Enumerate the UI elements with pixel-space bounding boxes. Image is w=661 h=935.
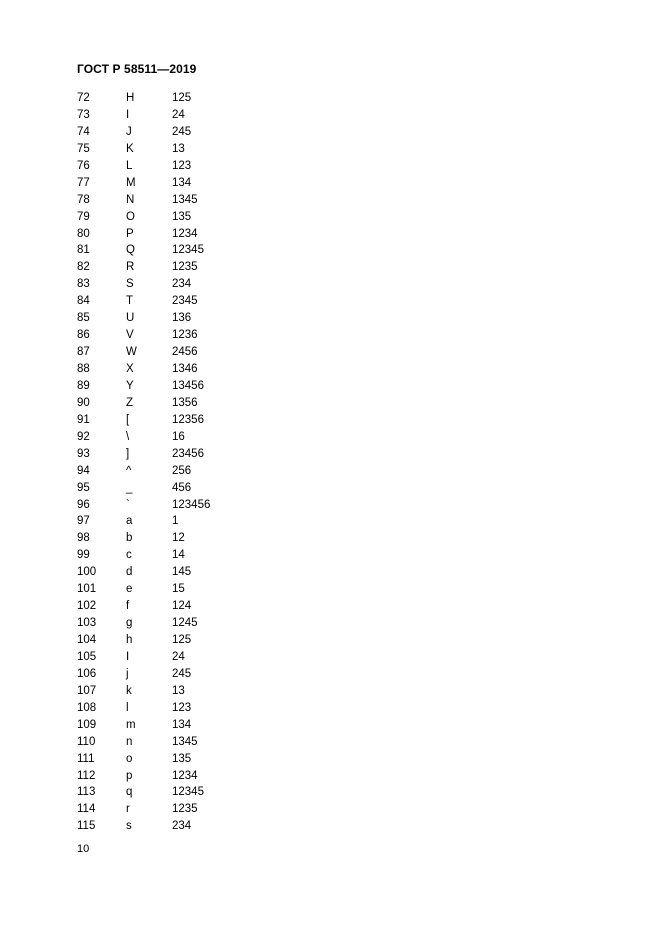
char-code-cell: 76 [77,159,90,172]
character-cell: g [126,617,133,630]
character-cell: O [126,210,135,223]
braille-dots-cell: 12345 [172,786,204,799]
braille-dots-cell: 1 [172,515,179,528]
char-code-cell: 108 [77,701,97,714]
char-code-cell: 81 [77,244,90,257]
char-code-cell: 84 [77,295,90,308]
char-code-cell: 90 [77,396,90,409]
braille-dots-cell: 1234 [172,227,198,240]
character-cell: I [126,650,130,663]
character-cell: ` [126,498,130,511]
char-code-cell: 77 [77,176,90,189]
braille-dots-cell: 12345 [172,244,204,257]
char-code-cell: 112 [77,769,96,782]
char-code-cell: 74 [77,125,90,138]
char-code-cell: 82 [77,261,90,274]
braille-dots-cell: 13 [172,142,185,155]
braille-dots-cell: 256 [172,464,192,477]
braille-dots-cell: 1236 [172,329,198,342]
braille-dots-cell: 1356 [172,396,198,409]
char-code-cell: 111 [77,752,95,765]
braille-dots-cell: 13456 [172,379,204,392]
char-code-cell: 92 [77,430,90,443]
braille-dots-cell: 135 [172,210,192,223]
character-cell: q [126,786,133,799]
char-code-cell: 110 [77,735,96,748]
braille-dots-cell: 456 [172,481,192,494]
character-cell: e [126,583,133,596]
char-code-cell: 98 [77,532,90,545]
braille-dots-cell: 15 [172,583,185,596]
character-cell: _ [126,481,133,494]
braille-dots-cell: 125 [172,92,192,104]
braille-dots-cell: 14 [172,549,185,562]
character-cell: p [126,769,133,782]
character-cell: M [126,176,136,189]
char-code-cell: 109 [77,718,97,731]
character-cell: T [126,295,134,308]
character-cell: Y [126,379,134,392]
braille-dots-cell: 245 [172,667,192,680]
char-code-cell: 106 [77,667,97,680]
braille-dots-cell: 1235 [172,803,198,816]
character-cell: j [126,667,129,680]
char-code-cell: 100 [77,566,97,579]
character-cell: s [126,820,132,833]
char-code-cell: 78 [77,193,90,206]
char-code-cell: 87 [77,346,90,359]
char-code-cell: 89 [77,379,90,392]
character-cell: X [126,363,134,375]
braille-dots-cell: 134 [172,718,192,731]
braille-dots-cell: 1234 [172,769,198,782]
character-cell: \ [126,430,130,443]
document-header: ГОСТ Р 58511—2019 [77,62,197,76]
braille-dots-cell: 123 [172,159,192,172]
character-cell: P [126,227,134,240]
char-code-cell: 103 [77,617,97,630]
character-cell: V [126,329,134,342]
char-code-cell: 85 [77,312,90,325]
braille-dots-cell: 123 [172,701,192,714]
char-code-cell: 97 [77,515,90,528]
character-cell: f [126,600,130,613]
char-code-cell: 80 [77,227,90,240]
braille-dots-cell: 1346 [172,363,198,375]
character-cell: L [126,159,133,172]
braille-dots-cell: 16 [172,430,185,443]
character-cell: J [126,125,132,138]
braille-dots-cell: 12 [172,532,185,545]
braille-dots-cell: 245 [172,125,192,138]
char-code-cell: 83 [77,278,90,291]
char-code-cell: 94 [77,464,90,477]
char-code-cell: 73 [77,108,90,121]
character-cell: c [126,549,132,562]
braille-dots-cell: 2345 [172,295,198,308]
character-cell: R [126,261,135,274]
braille-dots-cell: 135 [172,752,192,765]
char-code-cell: 91 [77,413,90,426]
char-code-cell: 96 [77,498,90,511]
character-cell: r [126,803,130,816]
braille-dots-cell: 234 [172,278,192,291]
character-cell: [ [126,413,130,426]
character-cell: N [126,193,135,206]
character-cell: W [126,346,137,359]
braille-dots-cell: 123456 [172,498,211,511]
char-code-cell: 113 [77,786,96,799]
char-code-cell: 107 [77,684,97,697]
char-code-cell: 99 [77,549,90,562]
char-code-cell: 75 [77,142,90,155]
braille-dots-cell: 124 [172,600,192,613]
braille-dots-cell: 1345 [172,735,198,748]
page-number: 10 [77,843,90,855]
braille-dots-cell: 23456 [172,447,204,460]
character-cell: m [126,718,136,731]
braille-dots-cell: 2456 [172,346,198,359]
braille-dots-cell: 145 [172,566,192,579]
char-code-cell: 86 [77,329,90,342]
character-cell: Q [126,244,135,257]
char-code-cell: 102 [77,600,97,613]
char-code-cell: 95 [77,481,90,494]
character-cell: ^ [126,464,132,477]
char-code-cell: 72 [77,92,90,104]
character-cell: k [126,684,132,697]
char-code-cell: 104 [77,634,97,646]
char-code-cell: 114 [77,803,96,816]
braille-dots-cell: 136 [172,312,192,325]
char-code-cell: 79 [77,210,90,223]
char-code-cell: 101 [77,583,97,596]
character-cell: H [126,92,135,104]
char-code-cell: 93 [77,447,90,460]
braille-dots-cell: 125 [172,634,192,646]
braille-dots-cell: 134 [172,176,192,189]
braille-dots-cell: 234 [172,820,192,833]
braille-dots-cell: 1345 [172,193,198,206]
character-cell: b [126,532,133,545]
character-cell: o [126,752,133,765]
character-cell: K [126,142,134,155]
character-cell: Z [126,396,134,409]
character-cell: U [126,312,135,325]
character-cell: ] [126,447,130,460]
char-code-cell: 115 [77,820,96,833]
char-code-cell: 105 [77,650,97,663]
braille-dots-cell: 1245 [172,617,198,630]
character-cell: h [126,634,133,646]
braille-dots-cell: 13 [172,684,185,697]
character-cell: n [126,735,133,748]
char-code-cell: 88 [77,363,90,375]
braille-dots-cell: 12356 [172,413,204,426]
character-cell: S [126,278,134,291]
character-cell: l [126,701,129,714]
character-cell: I [126,108,130,121]
character-cell: d [126,566,133,579]
braille-dots-cell: 24 [172,108,185,121]
character-cell: a [126,515,133,528]
braille-dots-cell: 1235 [172,261,198,274]
braille-dots-cell: 24 [172,650,185,663]
